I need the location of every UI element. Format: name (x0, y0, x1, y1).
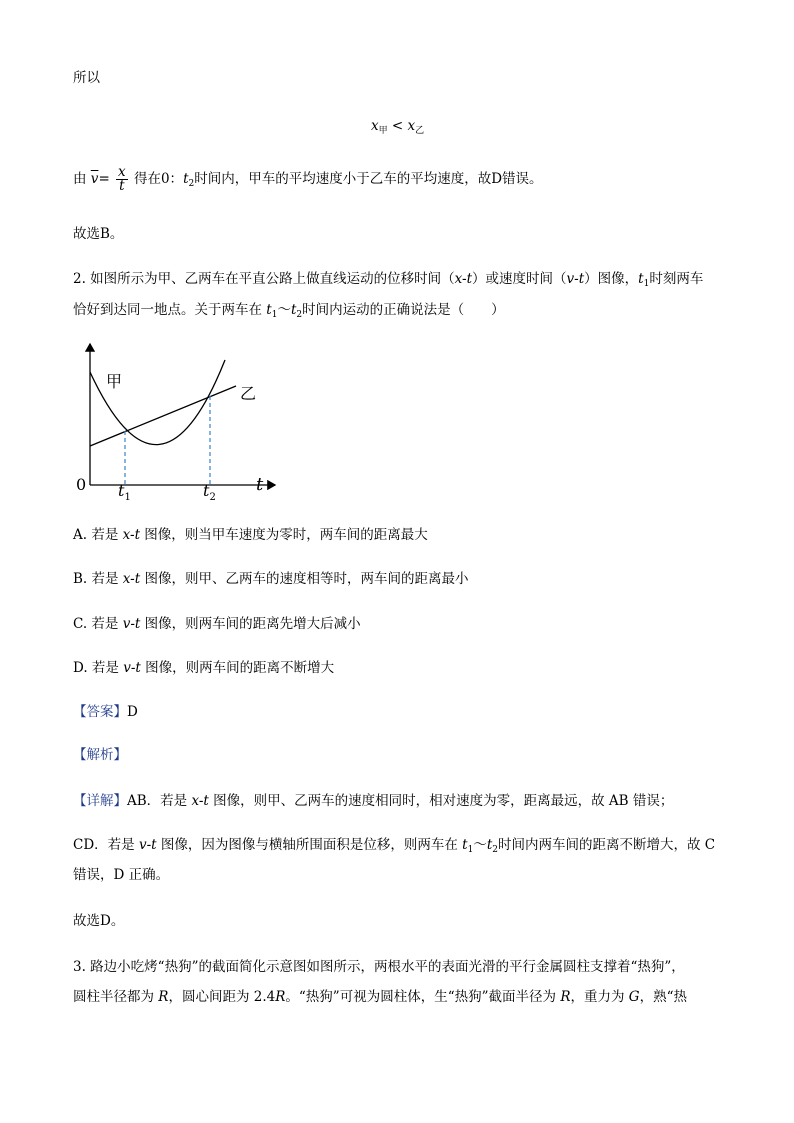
detail-ab: 【详解】AB．若是 x-t 图像，则甲、乙两车的速度相同时，相对速度为零，距离最远，故 AB 错误； (73, 793, 674, 809)
option-a: A. 若是 x-t 图像，则当甲车速度为零时，两车间的距离最大 (73, 527, 428, 543)
t2-label: $t_2$ (203, 481, 216, 503)
text-choose-b: 故选B。 (73, 226, 124, 242)
label-jia: 甲 (106, 372, 123, 391)
detail-cd-line1: CD．若是 v-t 图像，因为图像与横轴所围面积是位移，则两车在 $t_1\sim t_2$时间内两车间的距离不断增大，故 C (73, 837, 716, 855)
fraction-x-over-t: $\frac{x}{t}$ (118, 164, 126, 194)
q3-stem-line1: 3. 路边小吃烤“热狗”的截面简化示意图如图所示，两根水平的表面光滑的平行金属圆柱支撑着“热狗”， (73, 959, 685, 975)
q2-stem-line1: 2. 如图所示为甲、乙两车在平直公路上做直线运动的位移时间（x-t）或速度时间（v-t）图像，$t_1$时刻两车 (73, 271, 704, 289)
motion-graph (70, 338, 290, 503)
inequality: $x_甲 < x_乙$ (371, 118, 425, 136)
t-axis-label: t (256, 474, 264, 495)
option-c: C. 若是 v-t 图像，则两车间的距离先增大后减小 (73, 616, 361, 632)
answer-value: D (127, 704, 138, 720)
label-yi: 乙 (240, 384, 257, 403)
q2-stem-line2: 恰好到达同一地点。关于两车在 $t_1\sim t_2$时间内运动的正确说法是（ ） (73, 302, 505, 320)
q3-stem-line2: 圆柱半径都为 R，圆心间距为 2.4R。“热狗”可视为圆柱体，生“热狗”截面半径为 R，重力为 G，熟“热 (73, 989, 687, 1005)
option-b: B. 若是 x-t 图像，则甲、乙两车的速度相等时，两车间的距离最小 (73, 571, 469, 587)
option-d: D. 若是 v-t 图像，则两车间的距离不断增大 (73, 660, 335, 676)
line-yi (90, 386, 236, 446)
answer-tag: 【答案】 (73, 704, 127, 720)
text-suoyi: 所以 (73, 70, 100, 86)
avg-velocity-line: 由 $\overline{v}=$ $\frac{x}{t}$ 得在0：$t_2$时间内，甲车的平均速度小于乙车的平均速度，故D错误。 (73, 164, 543, 194)
origin-label: 0 (76, 475, 87, 494)
detail-cd-line2: 错误，D 正确。 (73, 867, 170, 883)
text-choose-d: 故选D。 (73, 913, 125, 929)
detail-tag: 【详解】 (73, 793, 127, 809)
t1-label: $t_1$ (118, 481, 131, 503)
answer-line (73, 700, 138, 720)
analysis-tag: 【解析】 (73, 747, 127, 763)
